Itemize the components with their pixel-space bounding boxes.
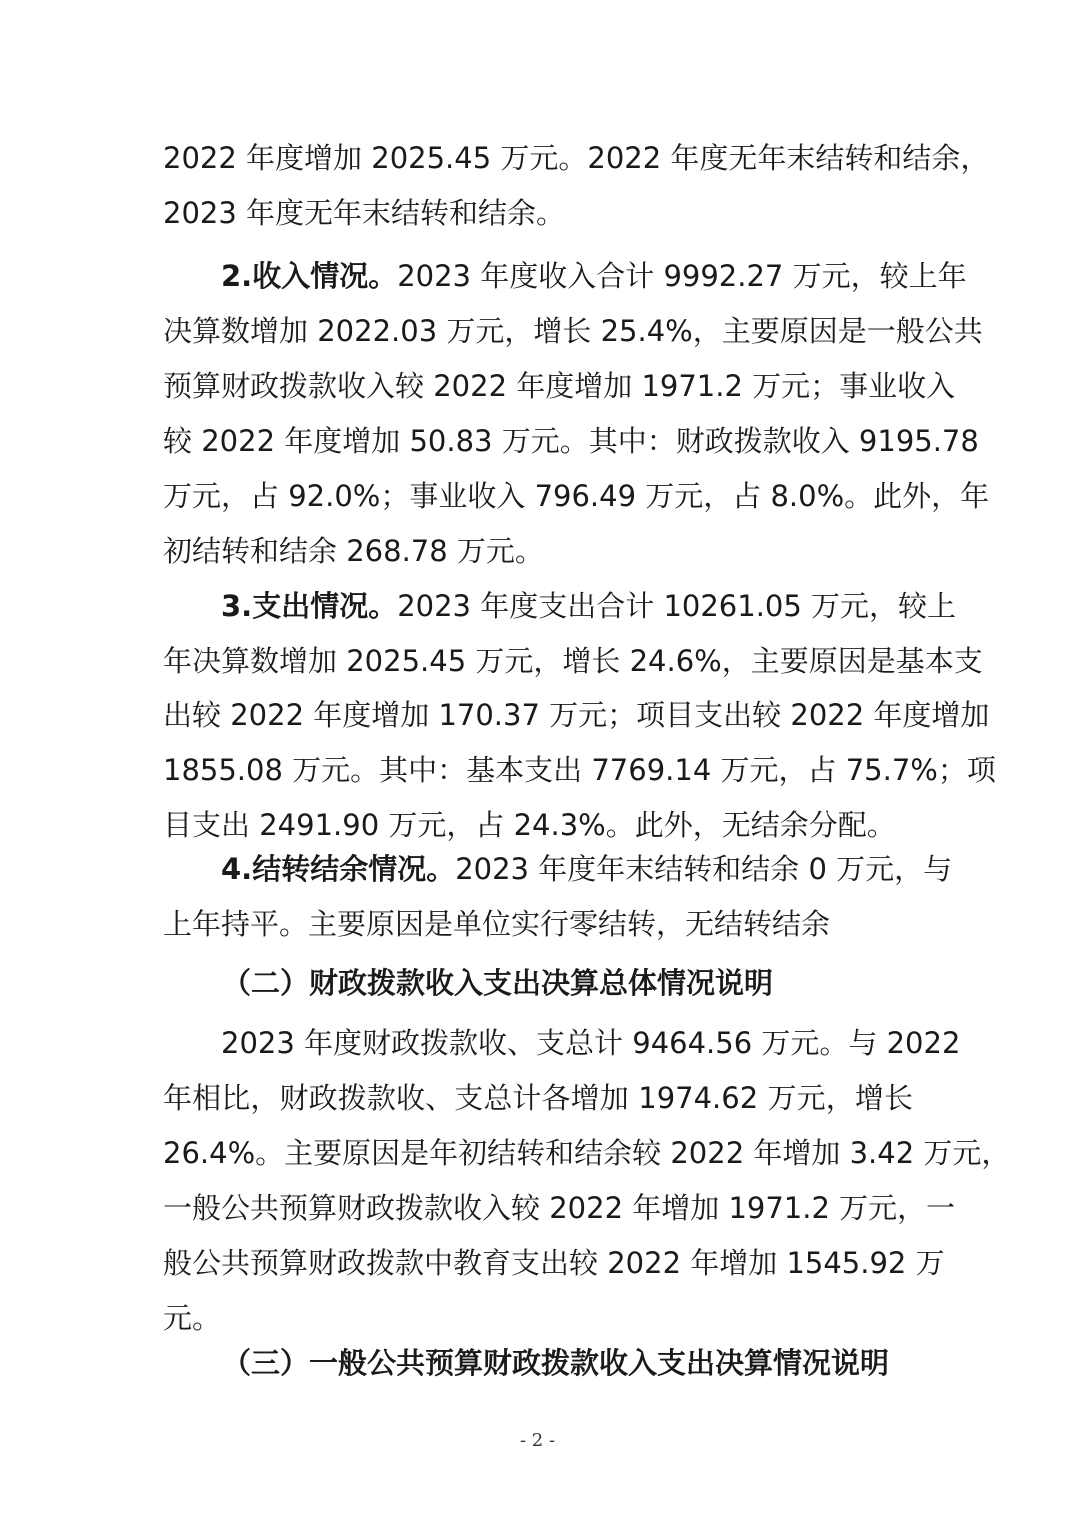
para2-line-5: 万元，占 92.0%；事业收入 796.49 万元，占 8.0%。此外，年 [163,479,990,513]
para3-lead: 3.支出情况。 [221,589,398,623]
para3-line1-rest: 2023 年度支出合计 10261.05 万元，较上 [397,589,957,623]
para5-line-6: 元。 [163,1301,222,1335]
para1-line-2: 2023 年度无年末结转和结余。 [163,196,566,230]
para2-line-3: 预算财政拨款收入较 2022 年度增加 1971.2 万元；事业收入 [163,369,956,403]
para3-line-5: 目支出 2491.90 万元，占 24.3%。此外，无结余分配。 [163,808,896,842]
para4-line-2: 上年持平。主要原因是单位实行零结转，无结转结余 [163,907,831,941]
para2-lead: 2.收入情况。 [221,259,398,293]
para2-line-2: 决算数增加 2022.03 万元，增长 25.4%，主要原因是一般公共 [163,314,983,348]
para2-line-4: 较 2022 年度增加 50.83 万元。其中：财政拨款收入 9195.78 [163,424,979,458]
para4-line1-rest: 2023 年度年末结转和结余 0 万元，与 [455,852,953,886]
para3-line-1 [163,588,957,624]
page-number: - 2 - [519,1430,556,1451]
para5-line-3: 26.4%。主要原因是年初结转和结余较 2022 年增加 3.42 万元， [163,1136,1011,1170]
para2-line1-rest: 2023 年度收入合计 9992.27 万元，较上年 [397,259,967,293]
para3-line-3: 出较 2022 年度增加 170.37 万元；项目支出较 2022 年度增加 [163,698,990,732]
para5-line-4: 一般公共预算财政拨款收入较 2022 年增加 1971.2 万元，一 [163,1191,956,1225]
section-heading-2: （二）财政拨款收入支出决算总体情况说明 [222,966,774,1000]
para3-line-4: 1855.08 万元。其中：基本支出 7769.14 万元，占 75.7%；项 [163,753,996,787]
para5-line-5: 般公共预算财政拨款中教育支出较 2022 年增加 1545.92 万 [163,1246,945,1280]
para3-line-2: 年决算数增加 2025.45 万元，增长 24.6%，主要原因是基本支 [163,644,983,678]
para2-line-1 [163,258,967,294]
para4-line-1 [163,851,953,887]
section-heading-3: （三）一般公共预算财政拨款收入支出决算情况说明 [222,1346,890,1380]
para2-line-6: 初结转和结余 268.78 万元。 [163,534,544,568]
para1-line-1: 2022 年度增加 2025.45 万元。2022 年度无年末结转和结余， [163,141,990,175]
para4-lead: 4.结转结余情况。 [221,852,456,886]
para5-line-2: 年相比，财政拨款收、支总计各增加 1974.62 万元，增长 [163,1081,913,1115]
para5-line-1: 2023 年度财政拨款收、支总计 9464.56 万元。与 2022 [221,1026,961,1060]
